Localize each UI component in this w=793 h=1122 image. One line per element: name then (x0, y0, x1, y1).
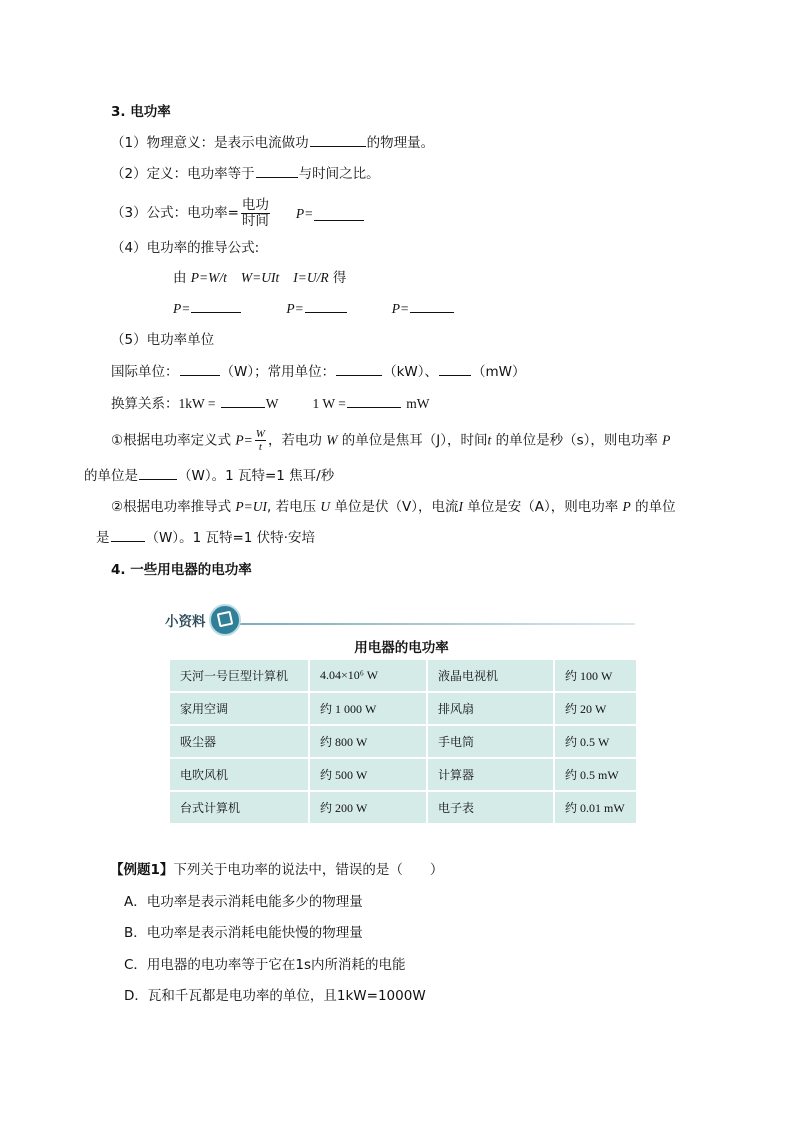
option-b[interactable]: B．电功率是表示消耗电能快慢的物理量 (124, 925, 363, 941)
note-1: ①根据电功率定义式 P= $\frac{W}{t}$ ，若电功 W 的单位是焦耳（J），时间t 的单位是秒（s），则电功率 P (111, 428, 671, 453)
table-row: 吸尘器 约 800 W 手电筒 约 0.5 W (169, 725, 637, 758)
option-a[interactable]: A．电功率是表示消耗电能多少的物理量 (124, 894, 363, 910)
fill-blank[interactable] (439, 362, 471, 376)
fill-blank[interactable] (191, 299, 241, 313)
table-row: 电吹风机 约 500 W 计算器 约 0.5 mW (169, 758, 637, 791)
fill-blank[interactable] (180, 362, 220, 376)
table-row: 家用空调 约 1 000 W 排风扇 约 20 W (169, 692, 637, 725)
item-formula: （3）公式：电功率= $\frac{\text{电功}}{\text{时间}}$ P= (111, 198, 365, 229)
item-derivation: （4）电功率的推导公式: (111, 240, 260, 256)
fill-blank[interactable] (111, 528, 145, 542)
note-1-cont: 的单位是 （W）。1 瓦特=1 焦耳/秒 (84, 468, 335, 484)
section-title-4: 4. 一些用电器的电功率 (111, 562, 252, 578)
fill-blank[interactable] (256, 164, 298, 178)
info-box-tag: 小资料 (165, 614, 206, 630)
table-row: 天河一号巨型计算机 4.04×10⁶ W 液晶电视机 约 100 W (169, 659, 637, 692)
section-title: 3. 电功率 (111, 104, 171, 120)
derivation-blanks: P= P= P= (173, 299, 455, 319)
info-box (165, 600, 638, 830)
item-units: （5）电功率单位 (111, 332, 215, 348)
units-intl: 国际单位： （W）；常用单位： （kW）、 （mW） (111, 364, 526, 380)
fill-blank[interactable] (347, 394, 401, 408)
option-d[interactable]: D．瓦和千瓦都是电功率的单位，且1kW=1000W (124, 988, 426, 1004)
fill-blank[interactable] (221, 394, 265, 408)
item-definition: （2）定义：电功率等于 与时间之比。 (111, 166, 380, 182)
item-physical-meaning: （1）物理意义：是表示电流做功 的物理量。 (111, 135, 435, 151)
table-row: 台式计算机 约 200 W 电子表 约 0.01 mW (169, 791, 637, 824)
fill-blank[interactable] (410, 299, 454, 313)
table-title: 用电器的电功率 (354, 640, 449, 656)
option-c[interactable]: C．用电器的电功率等于它在1s内所消耗的电能 (124, 957, 406, 973)
fill-blank[interactable] (314, 207, 364, 221)
fill-blank[interactable] (305, 299, 347, 313)
derivation-formulas: 由 P=W/t W=UIt I=U/R 得 (173, 270, 347, 286)
power-table (168, 658, 638, 825)
formula-fraction: $\frac{\text{电功}}{\text{时间}}$ (241, 197, 269, 229)
example-question: 【例题1】下列关于电功率的说法中，错误的是（ ） (110, 862, 444, 878)
fill-blank[interactable] (336, 362, 382, 376)
note-2-cont: 是 （W）。1 瓦特=1 伏特·安培 (96, 530, 315, 546)
note-2: ②根据电功率推导式 P=UI, 若电压 U 单位是伏（V），电流I 单位是安（A），则电功率 P 的单位 (111, 499, 676, 515)
fill-blank[interactable] (139, 466, 177, 480)
fill-blank[interactable] (310, 133, 366, 147)
units-conversion: 换算关系：1kW = W 1 W = mW (111, 396, 430, 412)
info-box-rule (215, 623, 635, 625)
info-icon (209, 604, 241, 636)
